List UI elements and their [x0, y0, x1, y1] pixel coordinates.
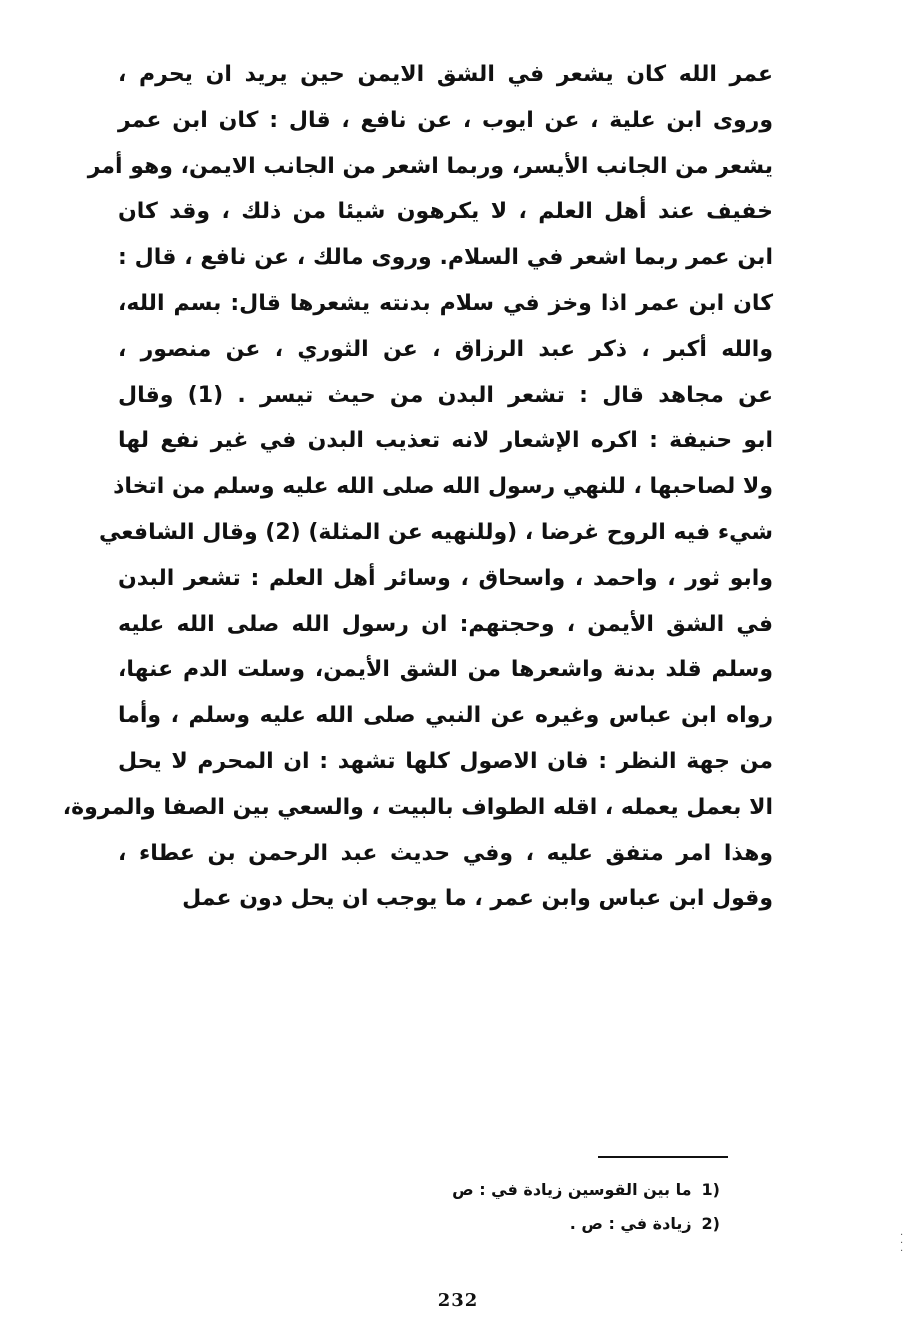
text-line: ابن عمر ربما اشعر في السلام. وروى مالك ، عن نافع ، قال : [118, 245, 773, 271]
footnote-number: 2) [701, 1213, 720, 1233]
text-line: وابو ثور ، واحمد ، واسحاق ، وسائر أهل العلم : تشعر البدن [118, 565, 773, 591]
text-line: ابو حنيفة : اكره الإشعار لانه تعذيب البدن في غير نفع لها [118, 428, 773, 454]
text-line: خفيف عند أهل العلم ، لا يكرهون شيئا من ذلك ، وقد كان [118, 199, 773, 225]
main-text [62, 52, 773, 922]
text-line: عمر الله كان يشعر في الشق الايمن حين يريد ان يحرم ، [118, 62, 773, 87]
text-line: وروى ابن علية ، عن ايوب ، عن نافع ، قال : كان ابن عمر [118, 107, 773, 133]
footnote [400, 1172, 720, 1206]
text-line: رواه ابن عباس وغيره عن النبي صلى الله عليه وسلم ، وأما [118, 703, 773, 729]
text-line: من جهة النظر : فان الاصول كلها تشهد : ان المحرم لا يحل [118, 748, 773, 774]
text-line: والله أكبر ، ذكر عبد الرزاق ، عن الثوري ، عن منصور ، [118, 336, 773, 362]
text-line: ولا لصاحبها ، للنهي رسول الله صلى الله عليه وسلم من اتخاذ [113, 474, 773, 500]
text-line: كان ابن عمر اذا وخز في سلام بدنته يشعرها قال: بسم الله، [118, 290, 773, 316]
footnote-separator [598, 1156, 728, 1158]
text-line: في الشق الأيمن ، وحجتهم: ان رسول الله صلى الله عليه [118, 611, 773, 637]
text-line: وسلم قلد بدنة واشعرها من الشق الأيمن، وسلت الدم عنها، [118, 657, 773, 683]
margin-mark: · · · [900, 1230, 904, 1257]
text-line: وهذا امر متفق عليه ، وفي حديث عبد الرحمن بن عطاء ، [118, 840, 773, 866]
text-line: وقول ابن عباس وابن عمر ، ما يوجب ان يحل دون عمل [182, 886, 773, 912]
footnote-number: 1) [701, 1179, 720, 1199]
page-number: 232 [437, 1290, 479, 1311]
footnote-text: زيادة في : ص . [569, 1213, 692, 1233]
footnotes [400, 1172, 720, 1240]
text-line: يشعر من الجانب الأيسر، وربما اشعر من الجانب الايمن، وهو أمر [87, 153, 773, 179]
footnote-text: ما بين القوسين زيادة في : ص [452, 1179, 692, 1199]
text-line: عن مجاهد قال : تشعر البدن من حيث تيسر . (1) وقال [118, 382, 773, 408]
footnote [400, 1206, 720, 1240]
text-line: شيء فيه الروح غرضا ، (وللنهيه عن المثلة) (2) وقال الشافعي [99, 519, 773, 545]
text-line: الا بعمل يعمله ، اقله الطواف بالبيت ، والسعي بين الصفا والمروة، [62, 794, 773, 820]
